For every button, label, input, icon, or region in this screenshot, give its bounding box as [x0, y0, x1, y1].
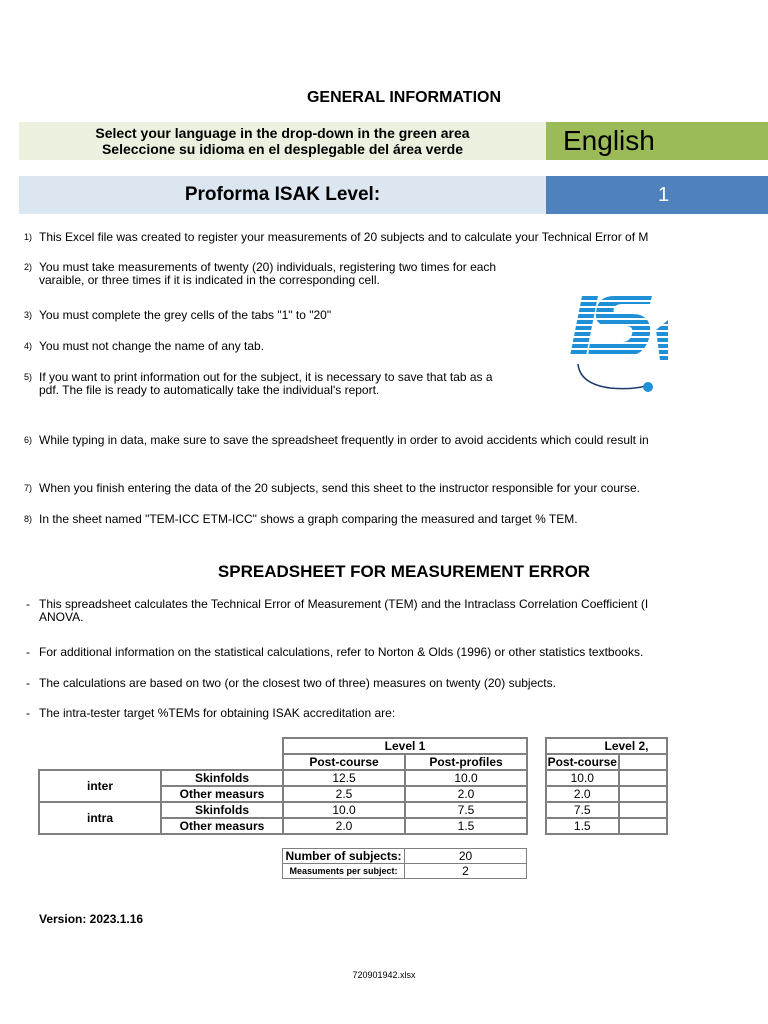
table-row [546, 786, 667, 802]
value-cell: 1.5 [546, 818, 619, 834]
item-number: 7) [24, 483, 33, 493]
col-post-profiles: Post-profiles [405, 754, 527, 770]
value-cell: 2.0 [546, 786, 619, 802]
table-row [283, 849, 527, 864]
value-cell: 12.5 [283, 770, 405, 786]
version-label: Version: 2023.1.16 [39, 912, 144, 926]
table-row [39, 770, 527, 786]
value-cell: 7.5 [546, 802, 619, 818]
value-cell: 2.0 [405, 786, 527, 802]
item-number: 5) [24, 372, 33, 382]
value-cell: 10.0 [405, 770, 527, 786]
level1-header: Level 1 [283, 738, 527, 754]
item-text: You must not change the name of any tab. [39, 339, 265, 353]
item-text: If you want to print information out for the subject, it is necessary to save that tab as a [39, 370, 493, 384]
measures-per-subject-label: Measuments per subject: [283, 864, 405, 879]
table-row [546, 818, 667, 834]
bullet: - [26, 706, 30, 720]
table-row [39, 802, 527, 818]
col-post-course: Post-course [283, 754, 405, 770]
note-text: The intra-tester target %TEMs for obtaining ISAK accreditation are: [39, 706, 396, 720]
value-cell: 7.5 [405, 802, 527, 818]
language-select[interactable]: English [546, 122, 768, 160]
bullet: - [26, 676, 30, 690]
item-number: 3) [24, 310, 33, 320]
item-text: You must take measurements of twenty (20) individuals, registering two times for each [39, 260, 497, 274]
measure-cell: Other measurs [161, 818, 283, 834]
col-post-course: Post-course [547, 754, 617, 769]
item-text: This Excel file was created to register your measurements of 20 subjects and to calculate your Technical Error of M [39, 230, 649, 244]
item-number: 4) [24, 341, 33, 351]
item-number: 6) [24, 435, 33, 445]
number-of-subjects-value[interactable]: 20 [405, 849, 527, 864]
value-cell: 1.5 [405, 818, 527, 834]
item-text-line2: pdf. The file is ready to automatically take the individual's report. [39, 383, 380, 397]
measure-cell: Skinfolds [161, 802, 283, 818]
measure-cell: Other measurs [161, 786, 283, 802]
item-text: In the sheet named "TEM-ICC ETM-ICC" shows a graph comparing the measured and target % TEM. [39, 512, 578, 526]
table-row [546, 770, 667, 786]
number-of-subjects-label: Number of subjects: [283, 849, 405, 864]
isak-logo-icon [560, 290, 668, 396]
language-prompt-es: Seleccione su idioma en el desplegable del área verde [101, 141, 464, 157]
note-text: For additional information on the statistical calculations, refer to Norton & Olds (1996) or other statistics textbooks. [39, 645, 644, 659]
language-prompt-en: Select your language in the drop-down in the green area [95, 125, 470, 141]
item-text: While typing in data, make sure to save the spreadsheet frequently in order to avoid accidents which could result in [39, 433, 649, 447]
item-text-line2: varaible, or three times if it is indicated in the corresponding cell. [39, 273, 380, 287]
language-prompt [19, 122, 546, 160]
tem-target-table [38, 737, 528, 835]
bullet: - [26, 645, 30, 659]
bullet: - [26, 597, 30, 611]
table-row [546, 802, 667, 818]
table-row [283, 864, 527, 879]
group-inter: inter [39, 770, 161, 802]
measure-cell: Skinfolds [161, 770, 283, 786]
spreadsheet-title: SPREADSHEET FOR MEASUREMENT ERROR [217, 562, 591, 581]
measures-per-subject-value[interactable]: 2 [405, 864, 527, 879]
tem-target-table-level2 [545, 737, 668, 835]
subjects-table [282, 848, 527, 879]
value-cell: 2.0 [283, 818, 405, 834]
note-text: This spreadsheet calculates the Technical Error of Measurement (TEM) and the Intraclass Correlation Coefficient (I [39, 597, 649, 611]
note-text-line2: ANOVA. [39, 610, 84, 624]
item-number: 8) [24, 514, 33, 524]
proforma-label: Proforma ISAK Level: [19, 176, 546, 214]
value-cell: 2.5 [283, 786, 405, 802]
level2-header: Level 2, [546, 738, 667, 754]
proforma-level-value[interactable]: 1 [546, 176, 768, 214]
file-name-footer: 720901942.xlsx [352, 970, 416, 980]
note-text: The calculations are based on two (or the closest two of three) measures on twenty (20) subjects. [39, 676, 556, 690]
item-number: 2) [24, 262, 33, 272]
value-cell: 10.0 [283, 802, 405, 818]
item-text: You must complete the grey cells of the tabs "1" to "20" [39, 308, 332, 322]
item-text: When you finish entering the data of the 20 subjects, send this sheet to the instructor responsible for your course. [39, 481, 641, 495]
group-intra: intra [39, 802, 161, 834]
item-number: 1) [24, 232, 33, 242]
value-cell: 10.0 [546, 770, 619, 786]
page-title: GENERAL INFORMATION [306, 89, 502, 106]
